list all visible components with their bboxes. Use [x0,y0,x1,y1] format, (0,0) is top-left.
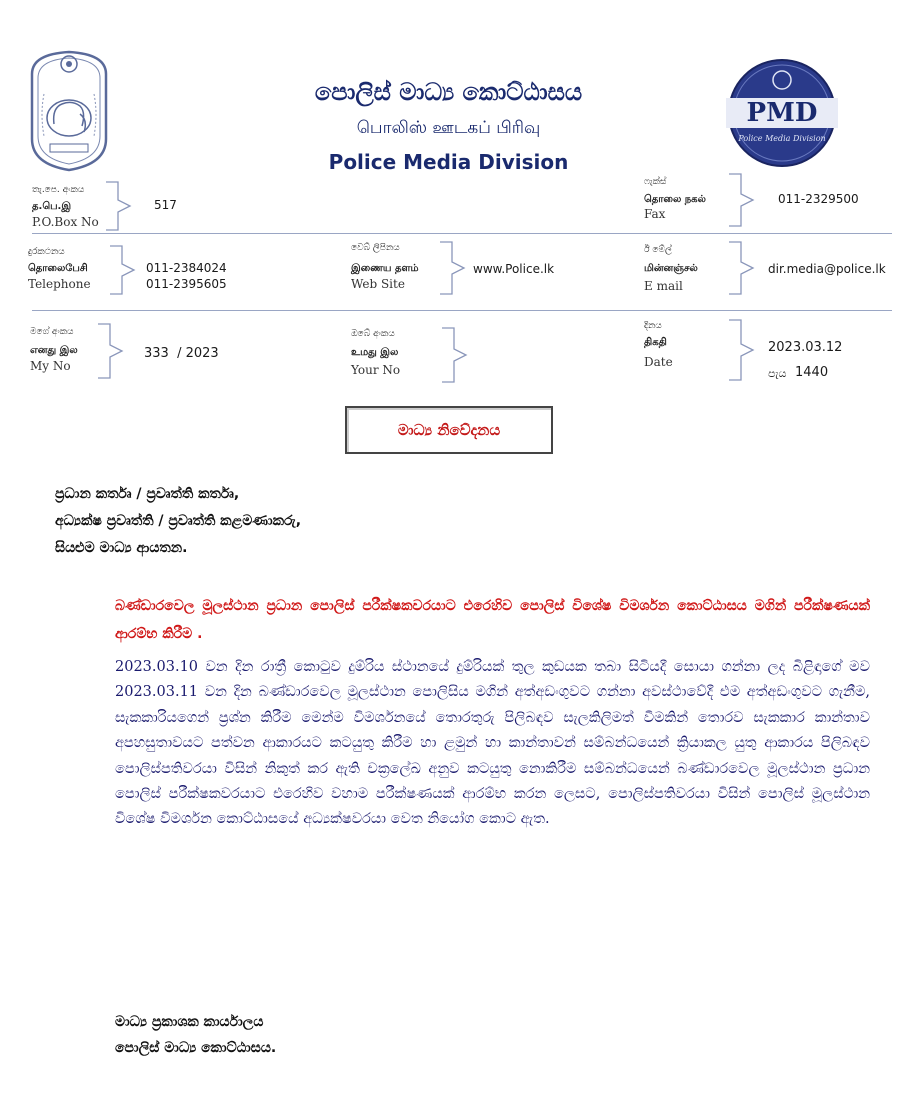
addressee-line: ප්‍රධාන කර්තෘ / ප්‍රවෘත්ති කර්තෘ, [55,486,240,502]
body-paragraph: 2023.03.10 වන දින රාත්‍රී කොටුව දුම්රිය ස්ථානයේ දුම්රියක් තුල කුඩයක තබා සිටියදී සොයා ගන්නා ලද බිළිඳාගේ මව 2023.03.11 වන දින බණ්ඩාරවෙල මූලස්ථාන පොලිසිය මගින් අත්අඩංගුවට ගන්නා අවස්ථාවේදී එම අත්අඩංගුවට ගැනීම, සැකකාරියගෙන් ප්‍රශ්න කිරීම මෙන්ම විමර්ශනයේ තොරතුරු පිලිබඳව සැලකිලිමත් වීමකින් තොරව සැකකාර කාන්තාව අපහසුතාවයට පත්වන ආකාරයට කටයුතු කිරීම හා ළමුන් හා කාන්තාවන් සම්බන්ධයෙන් ක්‍රියාකල යුතු ආකාරය පිලිබඳව පොලිස්පතිවරයා විසින් නිකුත් කර ඇති චක්‍රලේඛ අනුව කටයුතු නොකිරීම සම්බන්ධයෙන් බණ්ඩාරවෙල මූලස්ථාන ප්‍රධාන පොලිස් පරීක්ෂකවරයාට එරෙහිව වහාම පරීක්ෂණයක් ආරම්භ කරන ලෙසට, පොලිස්පතිවරයා විසින් පොලිස් මූලස්ථාන විශේෂ විමර්ශන කොට්ඨාසයේ අධ්‍යක්ෂවරයා වෙත නියෝග කොට ඇත. [115,659,870,828]
web-label-si: වෙබ් ලිපිනය [351,243,400,253]
email-label-si: ඊ මේල් [644,245,672,255]
myno-label-ta: எனது இல [30,345,78,356]
subject-heading: බණ්ඩාරවෙල මූලස්ථාන ප්‍රධාන පොලිස් පරීක්ෂකවරයාට එරෙහිව පොලිස් විශේෂ විමර්ශන කොට්ඨාසය මගින් පරීක්ෂණයක් ආරම්භ කිරීම . [115,598,870,642]
phone-label-ta: தொலைபேசி [28,263,88,274]
web-label-ta: இணைய தளம் [351,263,419,274]
pobox-bracket [104,180,134,232]
header-title-sinhala: පොලිස් මාධ්‍ය කොට්ඨාසය [314,78,583,106]
time-label: පැය [768,367,787,380]
pobox-label-en: P.O.Box No [32,215,99,229]
addressee-line: අධ්‍යක්ෂ ප්‍රවෘත්ති / ප්‍රවෘත්ති කළමණාකරු, [55,513,302,529]
addressee-line: සියළුම මාධ්‍ය ආයතන. [55,540,188,556]
pobox-label-ta: த.பெ.இ [32,201,72,212]
fax-label-en: Fax [644,207,666,221]
yourno-label-si: ඔබේ අංකය [351,329,395,339]
web-label-en: Web Site [351,277,405,291]
header-title-english: Police Media Division [328,150,569,174]
phone-value-2: 011-2395605 [146,277,227,291]
fax-label-si: ෆැක්ස් [644,177,667,187]
yourno-bracket [440,326,470,384]
myno-value: 333 / 2023 [144,346,219,361]
email-bracket [727,240,757,296]
fax-bracket [727,172,757,228]
date-bracket [727,318,757,382]
phone-value-1: 011-2384024 [146,261,227,275]
email-value[interactable]: dir.media@police.lk [768,262,886,276]
document-title-box [345,406,553,454]
phone-label-en: Telephone [28,277,91,291]
phone-bracket [108,244,138,296]
date-label-en: Date [644,355,673,369]
pmd-logo-text: PMD [746,98,818,128]
date-label-ta: திகதி [644,337,667,348]
myno-label-en: My No [30,359,71,373]
phone-label-si: දුරකථනය [28,247,65,257]
divider-1 [32,233,892,234]
web-bracket [438,240,468,296]
yourno-label-en: Your No [351,363,401,377]
email-label-en: E mail [644,279,683,293]
pobox-label-si: තැ.පෙ. අංකය [32,185,85,195]
fax-value: 011-2329500 [778,192,859,206]
document-title: මාධ්‍ය නිවේදනය [397,421,501,439]
yourno-label-ta: உமது இல [351,347,399,358]
divider-2 [32,310,892,311]
myno-label-si: මගේ අංකය [30,327,74,337]
signature-line: මාධ්‍ය ප්‍රකාශක කාර්යාලය [115,1014,264,1030]
fax-label-ta: தொலை நகல் [644,194,706,205]
time-value: 1440 [795,365,829,380]
web-value[interactable]: www.Police.lk [473,262,555,276]
signature-line: පොලිස් මාධ්‍ය කොට්ඨාසය. [115,1040,277,1056]
date-value: 2023.03.12 [768,340,843,355]
myno-bracket [96,322,126,380]
pmd-logo-subtext: Police Media Division [738,134,826,143]
email-label-ta: மின்னஞ்சல் [644,263,698,274]
date-label-si: දිනය [644,321,662,331]
header-title-tamil: பொலிஸ் ஊடகப் பிரிவு [356,118,541,138]
pobox-value: 517 [154,198,177,212]
